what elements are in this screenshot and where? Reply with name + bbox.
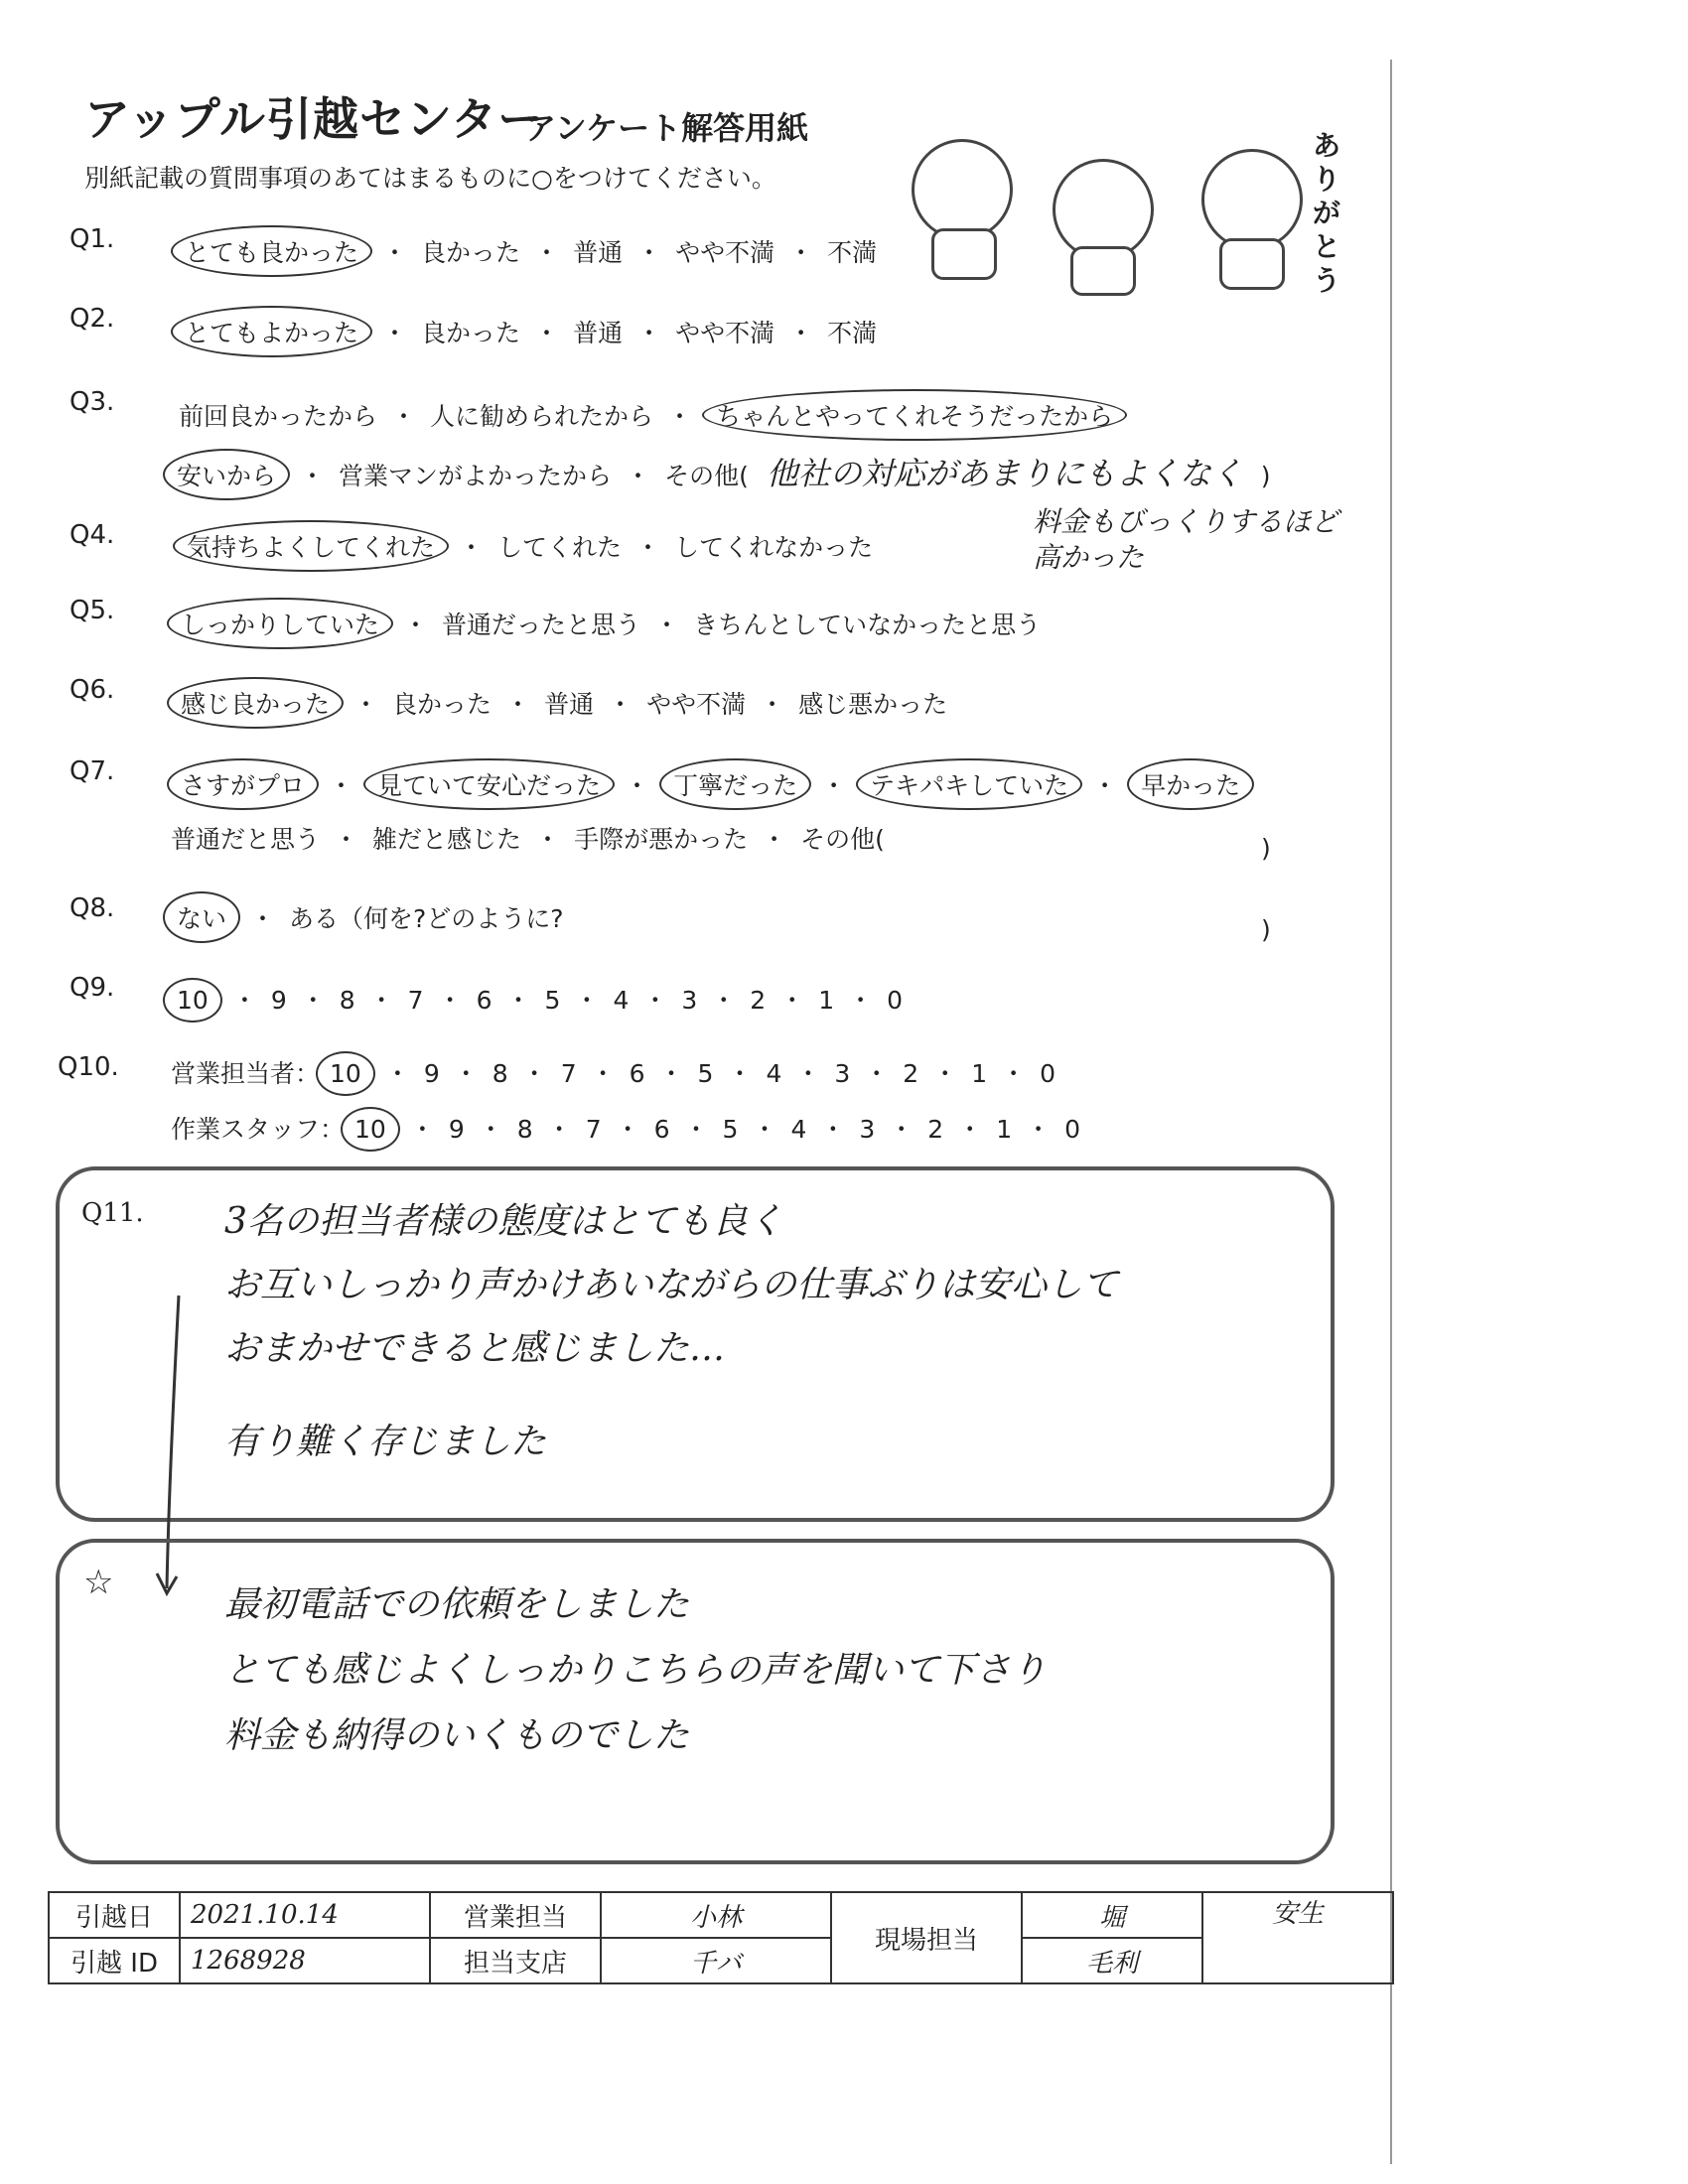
- q7-option-selected[interactable]: 丁寧だった: [659, 758, 811, 810]
- site-staff-3[interactable]: 安生: [1202, 1892, 1393, 1983]
- q7-option-selected[interactable]: テキパキしていた: [856, 758, 1082, 810]
- q1-option[interactable]: 普通: [573, 238, 624, 267]
- q9-score[interactable]: 9: [270, 986, 287, 1015]
- q1-option[interactable]: 不満: [827, 238, 878, 267]
- q7-options-row1: さすがプロ ・ 見ていて安心だった ・ 丁寧だった ・ テキパキしていた ・ 早かった: [171, 766, 1250, 802]
- q11-line: 3名の担当者様の態度はとても良く: [224, 1201, 783, 1242]
- extra-comment-text: [224, 1572, 1047, 1769]
- q10-sales-score[interactable]: 1: [971, 1059, 988, 1088]
- extra-comment-line: とても感じよくしっかりこちらの声を聞いて下さり: [224, 1650, 1048, 1691]
- q8-option[interactable]: ある（何を?どのように?: [289, 904, 564, 933]
- q2-option[interactable]: 良かった: [421, 319, 521, 347]
- site-staff-1[interactable]: 堀: [1022, 1892, 1202, 1938]
- q2-option[interactable]: 不満: [827, 319, 878, 347]
- q3-label: Q3.: [70, 387, 115, 417]
- q6-options: 感じ良かった ・ 良かった ・ 普通 ・ やや不満 ・ 感じ悪かった: [171, 685, 947, 721]
- q9-score[interactable]: 7: [407, 986, 424, 1015]
- q5-option-selected[interactable]: しっかりしていた: [167, 598, 393, 649]
- branch-label: 担当支店: [430, 1938, 601, 1983]
- q7-option[interactable]: 雑だと感じた: [372, 825, 522, 854]
- thanks-vertical-text: ありがとう: [1313, 129, 1341, 297]
- q10-staff-score[interactable]: 1: [996, 1115, 1013, 1144]
- q4-option[interactable]: してくれた: [497, 533, 623, 562]
- q2-option-selected[interactable]: とてもよかった: [171, 306, 372, 357]
- page-edge: [1390, 60, 1392, 2164]
- star-icon: ☆: [83, 1563, 114, 1602]
- q6-option[interactable]: 普通: [544, 690, 595, 719]
- q10-sales-score[interactable]: 7: [560, 1059, 577, 1088]
- q4-option-selected[interactable]: 気持ちよくしてくれた: [173, 520, 449, 572]
- q10-staff-score[interactable]: 8: [516, 1115, 533, 1144]
- q8-label: Q8.: [70, 893, 115, 923]
- q11-label: Q11.: [81, 1198, 144, 1228]
- q10-sales-score[interactable]: 9: [423, 1059, 440, 1088]
- q10-staff-score[interactable]: 0: [1064, 1115, 1081, 1144]
- q1-option[interactable]: やや不満: [675, 238, 775, 267]
- q9-scale: 10 ・ 9 ・ 8 ・ 7 ・ 6 ・ 5 ・ 4 ・ 3 ・ 2 ・ 1 ・ 0: [167, 981, 903, 1017]
- q2-options: とてもよかった ・ 良かった ・ 普通 ・ やや不満 ・ 不満: [175, 314, 877, 349]
- q10-sales-score[interactable]: 2: [903, 1059, 919, 1088]
- q9-score[interactable]: 1: [818, 986, 835, 1015]
- q1-option-selected[interactable]: とても良かった: [171, 225, 372, 277]
- q7-option-other[interactable]: その他(: [800, 825, 885, 854]
- q9-score[interactable]: 4: [613, 986, 630, 1015]
- move-id-label: 引越 ID: [49, 1938, 180, 1983]
- q10-staff-score-selected[interactable]: 10: [341, 1107, 400, 1152]
- q11-comment-text: [224, 1190, 1118, 1474]
- q5-option[interactable]: 普通だったと思う: [442, 611, 641, 639]
- q7-option-selected[interactable]: 見ていて安心だった: [363, 758, 615, 810]
- q9-score[interactable]: 5: [544, 986, 561, 1015]
- q7-option[interactable]: 普通だと思う: [171, 825, 321, 854]
- company-title: アップル引越センター: [84, 92, 545, 146]
- q7-option[interactable]: 手際が悪かった: [574, 825, 749, 854]
- q10-staff-score[interactable]: 3: [859, 1115, 876, 1144]
- move-info-table: [48, 1891, 1394, 1984]
- q9-score[interactable]: 8: [339, 986, 355, 1015]
- q11-line: おまかせできると感じました…: [224, 1328, 726, 1369]
- q10-sales-label: 営業担当者：: [171, 1059, 321, 1088]
- q4-options: 気持ちよくしてくれた ・ してくれた ・ してくれなかった: [177, 528, 873, 564]
- q7-option-selected[interactable]: 早かった: [1127, 758, 1254, 810]
- q3-option[interactable]: 人に勧められたから: [430, 402, 654, 431]
- move-date-value[interactable]: 2021.10.14: [180, 1892, 430, 1938]
- q3-options-row2: 安いから ・ 営業マンがよかったから ・ その他( 他社の対応があまりにもよくなく ): [167, 449, 1271, 494]
- q10-staff-score[interactable]: 7: [585, 1115, 602, 1144]
- q9-score[interactable]: 2: [750, 986, 767, 1015]
- q11-line: 有り難く存じました: [224, 1422, 547, 1462]
- q10-sales-scale: 営業担当者： 10 ・ 9 ・ 8 ・ 7 ・ 6 ・ 5 ・ 4 ・ 3 ・ 2 ・ 1 ・ 0: [171, 1054, 1055, 1090]
- q10-sales-score[interactable]: 6: [629, 1059, 645, 1088]
- q1-options: とても良かった ・ 良かった ・ 普通 ・ やや不満 ・ 不満: [175, 233, 877, 269]
- q3-option-selected[interactable]: ちゃんとやってくれそうだったから: [702, 389, 1127, 441]
- q2-label: Q2.: [70, 304, 115, 334]
- q4-label: Q4.: [70, 520, 115, 550]
- q3-other-note: 他社の対応があまりにもよくなく: [766, 455, 1243, 492]
- q10-staff-score[interactable]: 9: [448, 1115, 465, 1144]
- q10-sales-score[interactable]: 3: [834, 1059, 851, 1088]
- q10-staff-score[interactable]: 4: [790, 1115, 807, 1144]
- q10-staff-score[interactable]: 6: [653, 1115, 670, 1144]
- q3-options-row1: 前回良かったから ・ 人に勧められたから ・ ちゃんとやってくれそうだったから: [179, 397, 1123, 433]
- q10-sales-score[interactable]: 4: [766, 1059, 782, 1088]
- form-subtitle: アンケート解答用紙: [524, 109, 809, 147]
- q10-sales-score-selected[interactable]: 10: [316, 1051, 375, 1096]
- q9-score[interactable]: 0: [887, 986, 904, 1015]
- q8-option-selected[interactable]: ない: [163, 891, 240, 943]
- sales-rep-label: 営業担当: [430, 1892, 601, 1938]
- move-id-value[interactable]: 1268928: [180, 1938, 430, 1983]
- q3-option-selected[interactable]: 安いから: [163, 449, 290, 500]
- q5-options: しっかりしていた ・ 普通だったと思う ・ きちんとしていなかったと思う: [171, 606, 1041, 641]
- q4-option[interactable]: してくれなかった: [674, 533, 874, 562]
- q6-label: Q6.: [70, 675, 115, 705]
- branch-value[interactable]: 千バ: [601, 1938, 831, 1983]
- q1-label: Q1.: [70, 224, 115, 254]
- q9-label: Q9.: [70, 973, 115, 1003]
- q7-options-row2: 普通だと思う ・ 雑だと感じた ・ 手際が悪かった ・ その他(: [171, 825, 885, 854]
- q7-close-paren: ): [1261, 834, 1271, 863]
- q10-staff-score[interactable]: 2: [927, 1115, 944, 1144]
- q7-label: Q7.: [70, 756, 115, 786]
- extra-comment-box[interactable]: [56, 1539, 1335, 1864]
- q8-options: ない ・ ある（何を?どのように?: [167, 899, 564, 935]
- q5-label: Q5.: [70, 596, 115, 625]
- q7-option-selected[interactable]: さすがプロ: [167, 758, 319, 810]
- sales-rep-value[interactable]: 小林: [601, 1892, 831, 1938]
- q6-option-selected[interactable]: 感じ良かった: [167, 677, 344, 729]
- q10-staff-scale: 作業スタッフ： 10 ・ 9 ・ 8 ・ 7 ・ 6 ・ 5 ・ 4 ・ 3 ・ 2 ・ 1 ・ 0: [171, 1110, 1080, 1146]
- q6-option[interactable]: やや不満: [646, 690, 747, 719]
- q10-label: Q10.: [58, 1052, 119, 1082]
- q10-staff-score[interactable]: 5: [722, 1115, 739, 1144]
- q11-line: お互いしっかり声かけあいながらの仕事ぶりは安心して: [224, 1265, 1119, 1305]
- q2-option[interactable]: やや不満: [675, 319, 775, 347]
- site-staff-label: 現場担当: [831, 1892, 1022, 1983]
- q9-score[interactable]: 6: [476, 986, 492, 1015]
- q6-option[interactable]: 良かった: [392, 690, 492, 719]
- q10-sales-score[interactable]: 8: [492, 1059, 508, 1088]
- q6-option[interactable]: 感じ悪かった: [798, 690, 948, 719]
- extra-comment-line: 最初電話での依頼をしました: [224, 1584, 690, 1625]
- extra-comment-line: 料金も納得のいくものでした: [224, 1715, 690, 1756]
- q2-option[interactable]: 普通: [573, 319, 624, 347]
- q10-staff-label: 作業スタッフ：: [171, 1115, 346, 1144]
- q3-other-note-2: 料金もびっくりするほど高かった: [1033, 505, 1339, 574]
- move-date-label: 引越日: [49, 1892, 180, 1938]
- site-staff-2[interactable]: 毛利: [1022, 1938, 1202, 1983]
- q3-close-paren: ): [1260, 462, 1271, 490]
- q5-option[interactable]: きちんとしていなかったと思う: [693, 611, 1042, 639]
- q10-sales-score[interactable]: 0: [1040, 1059, 1056, 1088]
- instruction-text: 別紙記載の質問事項のあてはまるものに○をつけてください。: [84, 164, 776, 193]
- q3-option[interactable]: 前回良かったから: [179, 402, 378, 431]
- q10-sales-score[interactable]: 5: [697, 1059, 714, 1088]
- q3-option-other[interactable]: その他(: [664, 462, 749, 490]
- q9-score-selected[interactable]: 10: [163, 978, 222, 1023]
- q8-close-paren: ): [1261, 915, 1271, 944]
- q9-score[interactable]: 3: [681, 986, 698, 1015]
- q1-option[interactable]: 良かった: [421, 238, 521, 267]
- q11-comment-box[interactable]: [56, 1166, 1335, 1522]
- q3-option[interactable]: 営業マンがよかったから: [339, 462, 613, 490]
